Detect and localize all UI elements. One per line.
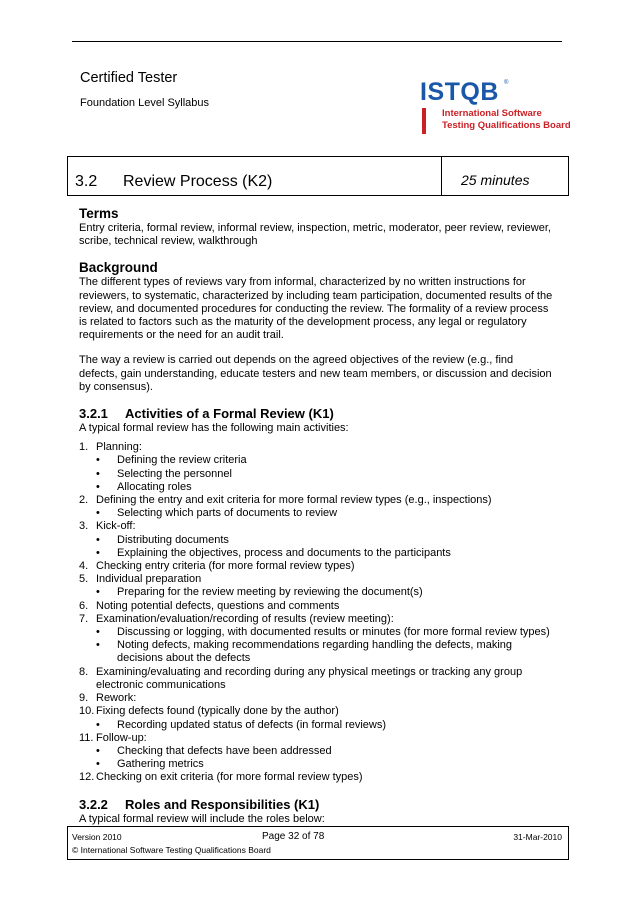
footer-page-number: Page 32 of 78 [262, 831, 325, 842]
list-item [79, 771, 554, 784]
footer-copyright: © International Software Testing Qualifications Board [72, 845, 271, 855]
sub-bullet-item [96, 758, 554, 771]
header-rule [72, 41, 562, 42]
sub-bullet-list [96, 507, 554, 520]
logo-registered-mark: ® [504, 80, 509, 86]
bullet-icon: • [96, 718, 100, 731]
sub-bullet-list [96, 719, 554, 732]
page-footer [67, 826, 569, 860]
list-item [79, 560, 554, 573]
list-item [79, 666, 554, 692]
background-paragraph-2: The way a review is carried out depends on the agreed objectives of the review (e.g., find defects, gain understanding, educate testers and new team members, or discussion and decision by consensus). [79, 354, 552, 393]
list-item-number: 4. [79, 560, 89, 573]
list-item [79, 441, 554, 494]
sub-bullet-text: Recording updated status of defects (in formal reviews) [117, 718, 387, 731]
subsection-heading-2 [79, 797, 554, 813]
list-item-number: 3. [79, 520, 89, 533]
sub-bullet-text: Allocating roles [117, 480, 192, 493]
sub-bullet-list [96, 454, 554, 494]
bullet-icon: • [96, 744, 100, 757]
bullet-icon: • [96, 467, 100, 480]
list-item [79, 494, 554, 520]
bullet-icon: • [96, 639, 100, 652]
activity-list [79, 441, 554, 784]
section-divider [441, 157, 442, 195]
logo-wordmark: ISTQB [420, 78, 499, 106]
list-item [79, 613, 554, 666]
sub-bullet-item [96, 639, 554, 665]
list-item-number: 12. [79, 771, 95, 784]
list-item-text: Rework: [96, 692, 137, 705]
sub-bullet-text: Noting defects, making recommendations regarding handling the defects, making decisions about the defects [117, 639, 513, 665]
subsection-heading-1 [79, 406, 554, 422]
list-item-number: 8. [79, 665, 89, 678]
sub-bullet-text: Selecting the personnel [117, 467, 232, 480]
list-item-text: Examining/evaluating and recording during any physical meetings or tracking any group electronic communications [96, 665, 523, 691]
istqb-logo [420, 78, 571, 134]
list-item-text: Kick-off: [96, 520, 136, 533]
sub-bullet-list [96, 586, 554, 599]
sub-bullet-list [96, 626, 554, 666]
terms-heading: Terms [79, 206, 119, 221]
list-item-text: Planning: [96, 441, 142, 454]
sub-bullet-list [96, 534, 554, 560]
header-subtitle: Foundation Level Syllabus [80, 97, 210, 109]
sub-bullet-text: Gathering metrics [117, 758, 204, 771]
list-item-text: Examination/evaluation/recording of results (review meeting): [96, 612, 394, 625]
list-item-text: Checking entry criteria (for more formal review types) [96, 560, 355, 573]
section-number: 3.2 [75, 173, 98, 190]
subsection-number-1: 3.2.1 [79, 406, 108, 422]
subsection-intro-1: A typical formal review has the following main activities: [79, 422, 349, 435]
logo-accent-bar [422, 108, 426, 134]
bullet-icon: • [96, 533, 100, 546]
bullet-icon: • [96, 586, 100, 599]
section-header-box [67, 156, 569, 196]
list-item-number: 9. [79, 692, 89, 705]
sub-bullet-item [96, 586, 554, 599]
list-item [79, 573, 554, 599]
list-item-text: Noting potential defects, questions and comments [96, 599, 340, 612]
sub-bullet-item [96, 481, 554, 494]
subsection-number-2: 3.2.2 [79, 796, 108, 812]
bullet-icon: • [96, 507, 100, 520]
list-item [79, 732, 554, 772]
list-item-text: Fixing defects found (typically done by the author) [96, 705, 339, 718]
footer-version: Version 2010 [72, 832, 122, 842]
list-item-text: Follow-up: [96, 731, 147, 744]
background-paragraph-1: The different types of reviews vary from informal, characterized by no written instructions for reviewers, to systematic, characterized by including team participation, documented results of the review, and documented procedures for conducting the review. The formality of a review process is related to factors such as the maturity of the development process, any legal or regulatory requirements or the need for an audit trail. [79, 276, 553, 342]
bullet-icon: • [96, 626, 100, 639]
list-item-number: 5. [79, 573, 89, 586]
list-item [79, 705, 554, 731]
list-item-text: Individual preparation [96, 573, 202, 586]
header-title: Certified Tester [80, 70, 178, 86]
list-item [79, 520, 554, 560]
sub-bullet-text: Discussing or logging, with documented results or minutes (for more formal review types) [117, 626, 550, 639]
list-item-number: 1. [79, 441, 89, 454]
section-duration: 25 minutes [461, 172, 530, 188]
sub-bullet-text: Defining the review criteria [117, 454, 247, 467]
footer-date: 31-Mar-2010 [513, 832, 562, 842]
terms-text: Entry criteria, formal review, informal review, inspection, metric, moderator, peer review, reviewer, scribe, technical review, walkthrough [79, 222, 551, 248]
main-content [79, 206, 554, 826]
sub-bullet-text: Selecting which parts of documents to review [117, 507, 338, 520]
logo-line-2: Testing Qualifications Board [442, 120, 571, 131]
list-item-number: 11. [79, 731, 94, 744]
list-item-number: 7. [79, 612, 89, 625]
logo-line-1: International Software [442, 108, 542, 119]
sub-bullet-text: Checking that defects have been addressed [117, 744, 332, 757]
list-item-text: Checking on exit criteria (for more formal review types) [96, 771, 363, 784]
list-item-number: 6. [79, 599, 89, 612]
sub-bullet-item [96, 719, 554, 732]
sub-bullet-text: Distributing documents [117, 533, 229, 546]
sub-bullet-item [96, 468, 554, 481]
bullet-icon: • [96, 758, 100, 771]
background-heading: Background [79, 260, 158, 276]
list-item [79, 600, 554, 613]
list-item-number: 2. [79, 494, 89, 507]
sub-bullet-item [96, 547, 554, 560]
sub-bullet-item [96, 454, 554, 467]
subsection-intro-2: A typical formal review will include the roles below: [79, 812, 325, 825]
bullet-icon: • [96, 480, 100, 493]
sub-bullet-text: Explaining the objectives, process and documents to the participants [117, 546, 451, 559]
list-item-text: Defining the entry and exit criteria for more formal review types (e.g., inspections) [96, 494, 492, 507]
sub-bullet-item [96, 745, 554, 758]
sub-bullet-text: Preparing for the review meeting by reviewing the document(s) [117, 586, 423, 599]
bullet-icon: • [96, 546, 100, 559]
list-item-number: 10. [79, 705, 95, 718]
subsection-title-1: Activities of a Formal Review (K1) [125, 406, 334, 422]
sub-bullet-item [96, 626, 554, 639]
sub-bullet-list [96, 745, 554, 771]
subsection-title-2: Roles and Responsibilities (K1) [125, 796, 320, 812]
list-item [79, 692, 554, 705]
section-title: Review Process (K2) [123, 173, 273, 190]
bullet-icon: • [96, 454, 100, 467]
sub-bullet-item [96, 507, 554, 520]
sub-bullet-item [96, 534, 554, 547]
